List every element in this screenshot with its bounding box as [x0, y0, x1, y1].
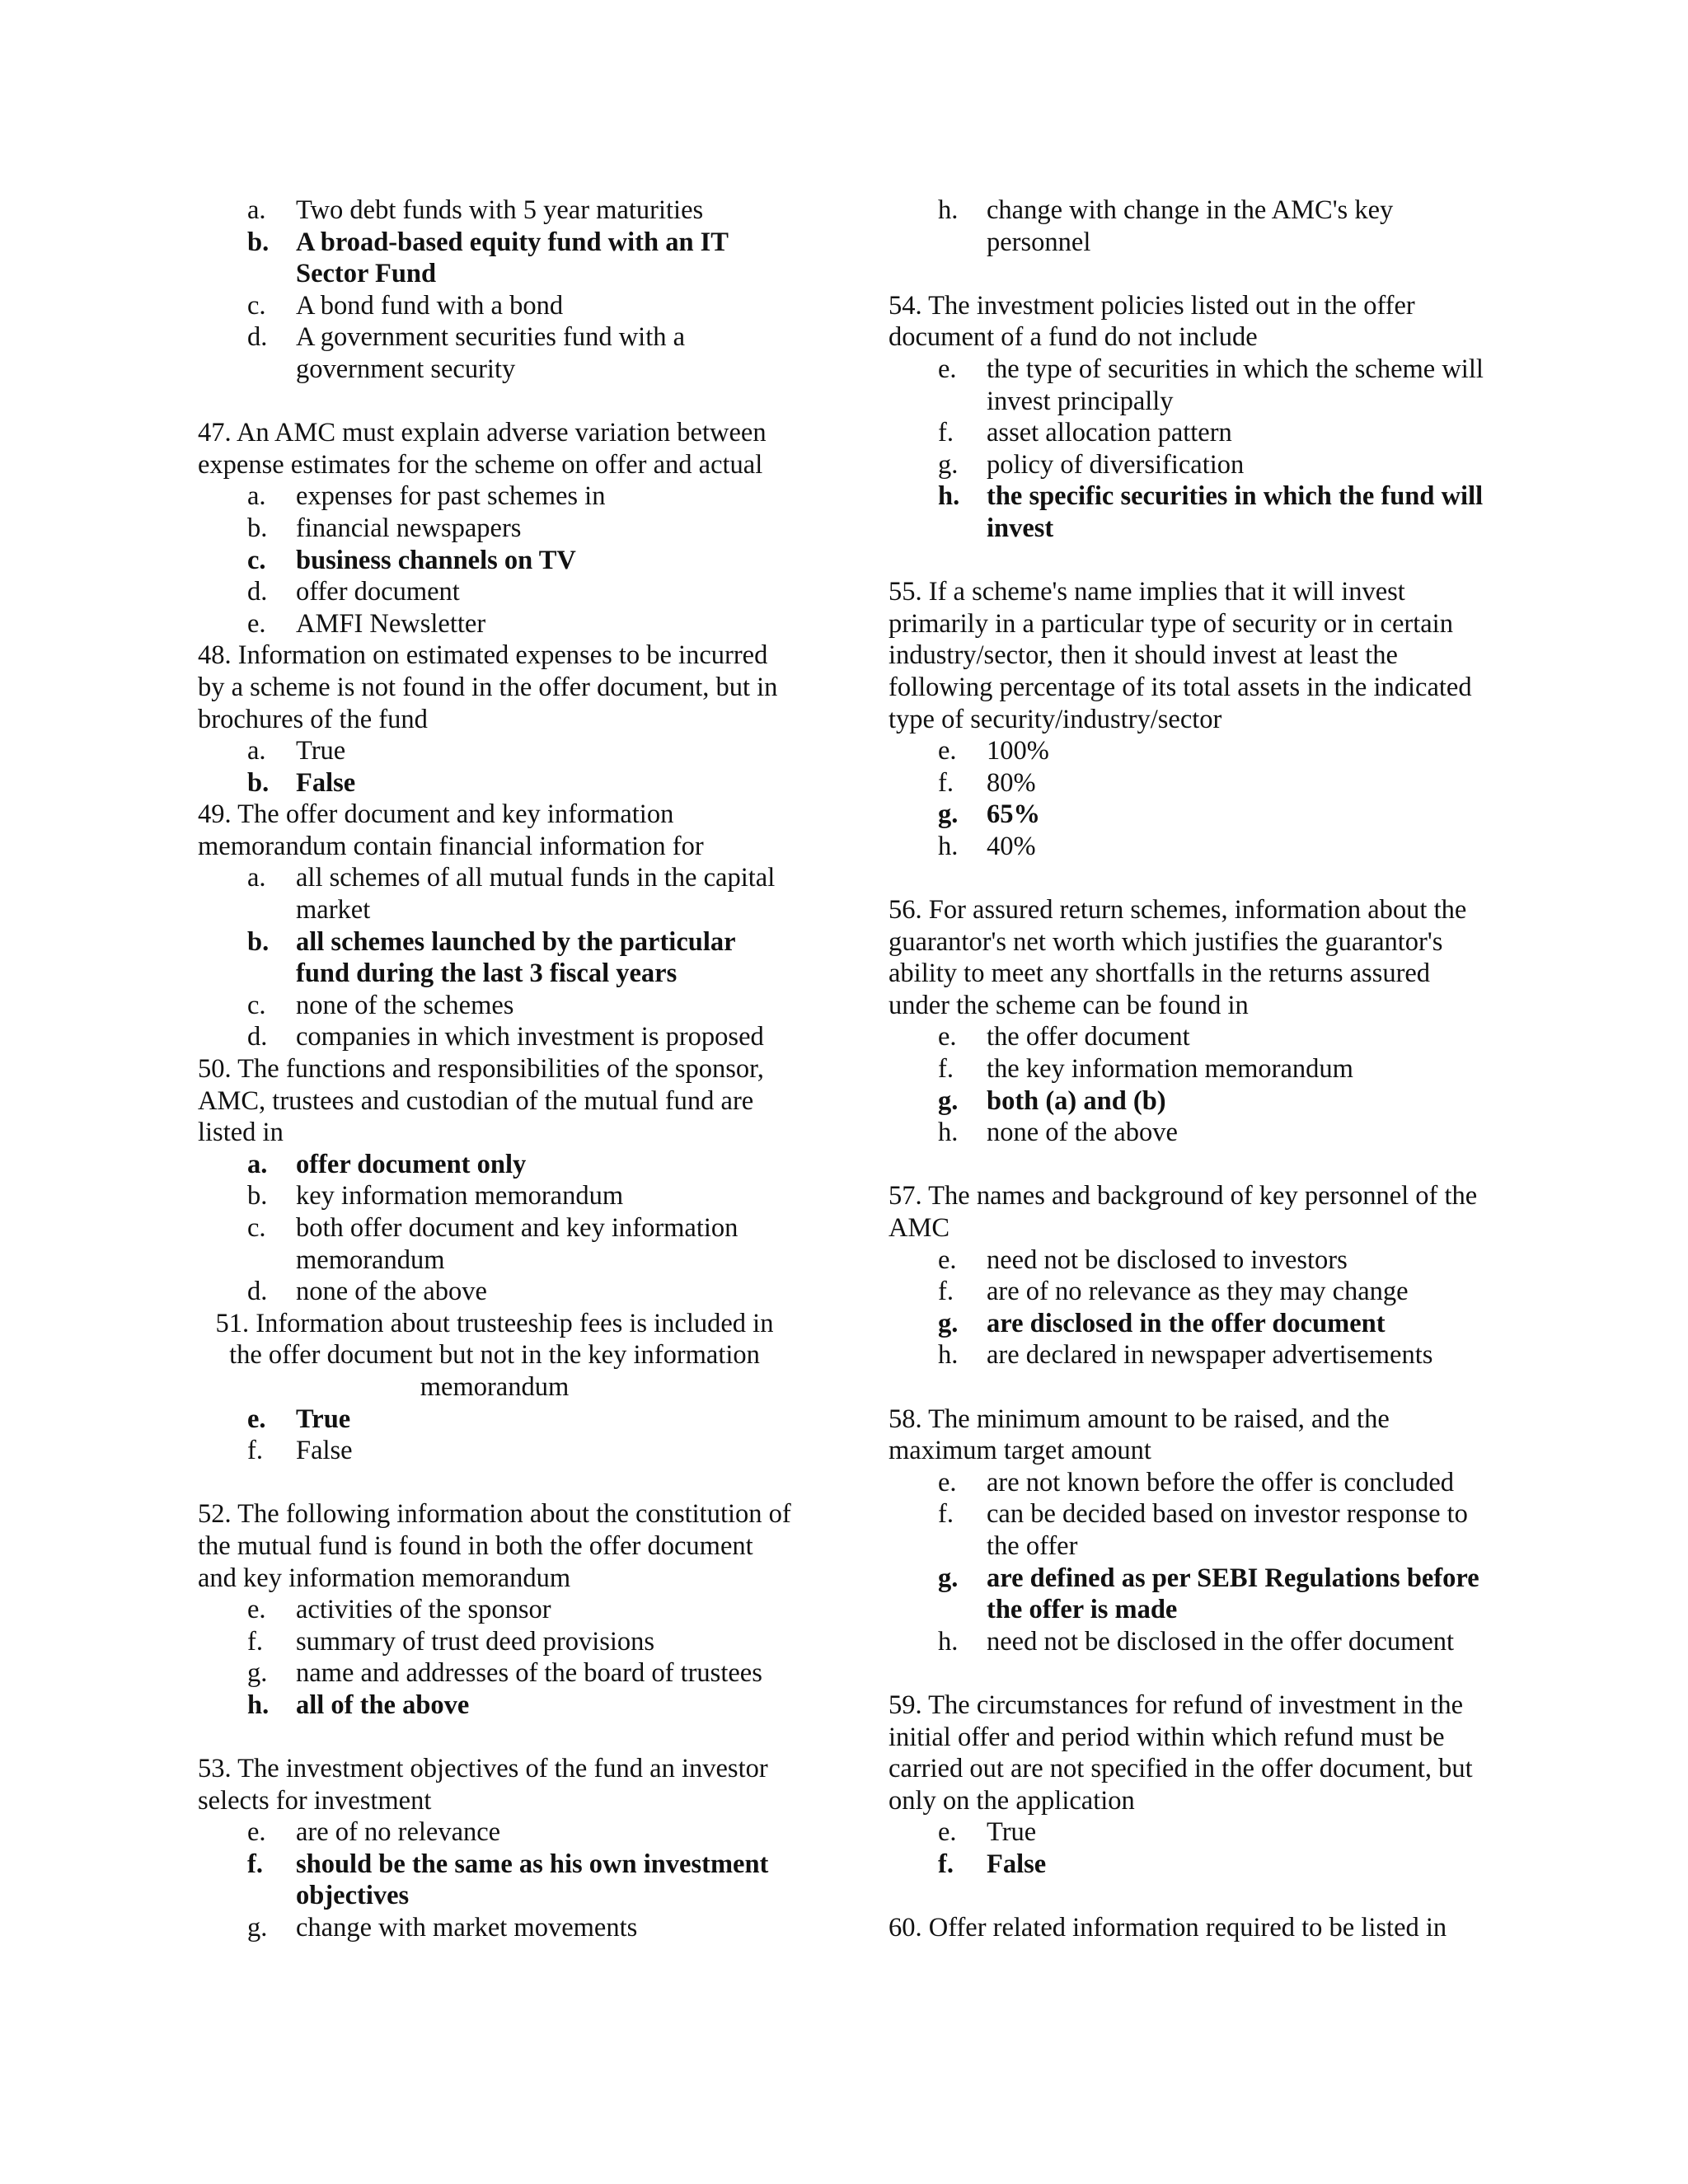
- option-text: can be decided based on investor response to the offer: [987, 1499, 1468, 1561]
- option-indent: [198, 767, 247, 799]
- question-block: [198, 1498, 791, 1721]
- answer-option: [198, 1021, 791, 1053]
- option-text: the offer document: [987, 1022, 1190, 1052]
- option-text: none of the above: [987, 1118, 1178, 1148]
- answer-option: [198, 1276, 791, 1308]
- answer-option: [198, 1212, 791, 1276]
- option-letter: g.: [247, 1913, 268, 1943]
- option-letter: f.: [938, 1499, 954, 1530]
- answer-option-correct: [198, 926, 791, 990]
- option-text: summary of trust deed provisions: [296, 1626, 655, 1657]
- question-block: [889, 894, 1490, 1149]
- answer-option: [198, 735, 791, 767]
- option-letter: a.: [247, 863, 266, 893]
- option-indent: [198, 926, 247, 990]
- option-text: both (a) and (b): [987, 1085, 1166, 1116]
- option-indent: [889, 735, 938, 767]
- option-letter: e.: [938, 1244, 957, 1275]
- option-letter: h.: [938, 1340, 959, 1371]
- option-letter: b.: [247, 227, 270, 257]
- answer-option: [889, 1498, 1490, 1562]
- option-list: [198, 1404, 791, 1467]
- option-text: AMFI Newsletter: [296, 608, 486, 639]
- option-text: False: [987, 1849, 1047, 1879]
- answer-option: [198, 576, 791, 608]
- option-letter: h.: [938, 481, 960, 512]
- answer-option: [198, 608, 791, 640]
- option-indent: [889, 1276, 938, 1308]
- option-letter: f.: [938, 418, 954, 448]
- option-list: [198, 1149, 791, 1308]
- option-text: offer document: [296, 577, 460, 607]
- option-list: [198, 194, 791, 386]
- option-indent: [889, 449, 938, 481]
- option-text: 80%: [987, 767, 1036, 798]
- option-text: all schemes launched by the particular fund during the last 3 fiscal years: [296, 926, 735, 989]
- option-letter: c.: [247, 290, 266, 321]
- answer-option: [198, 1626, 791, 1658]
- answer-option: [889, 1467, 1490, 1499]
- answer-option-correct: [889, 480, 1490, 544]
- option-letter: h.: [247, 1690, 270, 1720]
- option-letter: c.: [247, 545, 266, 575]
- option-letter: f.: [938, 1277, 954, 1307]
- option-text: the key information memorandum: [987, 1054, 1353, 1085]
- option-text: are disclosed in the offer document: [987, 1308, 1386, 1338]
- option-letter: g.: [938, 799, 959, 830]
- option-indent: [198, 321, 247, 385]
- option-indent: [889, 194, 938, 258]
- option-indent: [198, 1149, 247, 1181]
- answer-option: [889, 735, 1490, 767]
- option-indent: [198, 1212, 247, 1276]
- option-text: business channels on TV: [296, 545, 576, 575]
- option-indent: [198, 480, 247, 513]
- option-text: 40%: [987, 831, 1036, 861]
- option-indent: [889, 1021, 938, 1053]
- answer-option: [198, 321, 791, 385]
- option-list: [889, 1816, 1490, 1880]
- option-text: A bond fund with a bond: [296, 290, 564, 321]
- question-text: 56. For assured return schemes, information about the guarantor's net worth which justifies the guarantor's ability to meet any shortfalls in the returns assured under the scheme can be found in: [889, 895, 1467, 1020]
- option-indent: [198, 990, 247, 1022]
- option-indent: [889, 1308, 938, 1340]
- option-letter: b.: [247, 926, 270, 957]
- option-letter: f.: [247, 1436, 263, 1466]
- answer-option: [889, 1053, 1490, 1085]
- question-block: [198, 799, 791, 1053]
- question-text: 52. The following information about the constitution of the mutual fund is found in both the offer document and key information memorandum: [198, 1499, 791, 1593]
- option-letter: f.: [938, 1849, 954, 1879]
- option-letter: e.: [938, 736, 957, 766]
- question-text: 57. The names and background of key personnel of the AMC: [889, 1181, 1478, 1243]
- option-indent: [198, 1912, 247, 1944]
- option-text: key information memorandum: [296, 1181, 624, 1212]
- option-indent: [198, 194, 247, 227]
- answer-option: [198, 1180, 791, 1212]
- answer-option-correct: [198, 1690, 791, 1722]
- option-letter: g.: [938, 449, 959, 480]
- option-indent: [198, 1180, 247, 1212]
- option-list: [198, 1816, 791, 1943]
- option-indent: [889, 831, 938, 863]
- option-indent: [198, 1276, 247, 1308]
- option-letter: d.: [247, 1022, 268, 1052]
- option-indent: [198, 1594, 247, 1626]
- answer-option: [889, 449, 1490, 481]
- option-indent: [198, 1657, 247, 1690]
- option-text: none of the schemes: [296, 990, 514, 1020]
- question-text: 54. The investment policies listed out in the offer document of a fund do not include: [889, 290, 1415, 353]
- option-letter: g.: [938, 1563, 959, 1593]
- question-block: [198, 1053, 791, 1308]
- option-letter: a.: [247, 481, 266, 512]
- option-text: change with market movements: [296, 1913, 638, 1943]
- question-text: 51. Information about trusteeship fees is included in the offer document but not in the key information memorandum: [215, 1308, 774, 1402]
- option-letter: f.: [938, 767, 954, 798]
- option-indent: [198, 576, 247, 608]
- option-text: change with change in the AMC's key personnel: [987, 195, 1394, 257]
- option-letter: d.: [247, 577, 268, 607]
- option-text: False: [296, 767, 356, 798]
- answer-option: [889, 1117, 1490, 1149]
- option-letter: e.: [247, 1595, 266, 1625]
- option-letter: g.: [938, 1085, 959, 1116]
- question-text: 58. The minimum amount to be raised, and the maximum target amount: [889, 1404, 1390, 1466]
- option-text: offer document only: [296, 1149, 527, 1179]
- question-block: [889, 1690, 1490, 1881]
- option-text: need not be disclosed to investors: [987, 1244, 1348, 1275]
- option-indent: [889, 480, 938, 544]
- question-block: [198, 640, 791, 799]
- question-text: 59. The circumstances for refund of investment in the initial offer and period within which refund must be carried out are not specified in the offer document, but only on the application: [889, 1690, 1473, 1816]
- option-letter: h.: [938, 1626, 959, 1657]
- option-letter: d.: [247, 322, 268, 353]
- answer-option-correct: [198, 545, 791, 577]
- answer-option: [889, 1021, 1490, 1053]
- option-letter: e.: [938, 354, 957, 384]
- option-list: [889, 1021, 1490, 1148]
- answer-option-correct: [198, 227, 791, 290]
- option-text: A broad-based equity fund with an IT Sector Fund: [296, 227, 729, 289]
- answer-option-correct: [889, 799, 1490, 831]
- option-indent: [889, 1849, 938, 1881]
- option-indent: [198, 1435, 247, 1467]
- option-indent: [889, 1626, 938, 1658]
- option-text: all schemes of all mutual funds in the capital market: [296, 863, 776, 926]
- option-text: the type of securities in which the scheme will invest principally: [987, 354, 1484, 416]
- option-list: [889, 1467, 1490, 1658]
- answer-option: [198, 862, 791, 926]
- option-text: expenses for past schemes in: [296, 481, 606, 512]
- option-indent: [889, 1563, 938, 1626]
- option-letter: a.: [247, 195, 266, 225]
- question-text: 50. The functions and responsibilities of the sponsor, AMC, trustees and custodian of the mutual fund are listed in: [198, 1054, 764, 1148]
- answer-option: [198, 990, 791, 1022]
- option-letter: d.: [247, 1277, 268, 1307]
- answer-option: [889, 1276, 1490, 1308]
- question-block: [198, 194, 791, 386]
- option-indent: [889, 1244, 938, 1277]
- option-indent: [198, 608, 247, 640]
- option-letter: c.: [247, 1213, 266, 1243]
- option-text: financial newspapers: [296, 513, 522, 543]
- option-indent: [198, 545, 247, 577]
- question-text: 48. Information on estimated expenses to be incurred by a scheme is not found in the offer document, but in brochures of the fund: [198, 640, 778, 734]
- option-indent: [889, 1085, 938, 1118]
- option-letter: h.: [938, 1118, 959, 1148]
- answer-option: [198, 194, 791, 227]
- answer-option: [198, 1816, 791, 1849]
- option-letter: f.: [247, 1849, 263, 1879]
- left-column: [198, 194, 791, 1944]
- answer-option-correct: [198, 1404, 791, 1436]
- question-block: [889, 1180, 1490, 1371]
- option-letter: e.: [247, 1817, 266, 1848]
- option-letter: e.: [938, 1467, 957, 1497]
- option-text: True: [987, 1817, 1037, 1848]
- option-letter: a.: [247, 736, 266, 766]
- answer-option: [889, 831, 1490, 863]
- answer-option: [889, 1626, 1490, 1658]
- answer-option: [889, 1339, 1490, 1371]
- answer-option: [198, 513, 791, 545]
- option-list: [889, 735, 1490, 862]
- option-text: asset allocation pattern: [987, 418, 1232, 448]
- answer-option: [889, 354, 1490, 417]
- option-indent: [198, 735, 247, 767]
- question-block: [889, 1912, 1490, 1944]
- question-block: [198, 1753, 791, 1944]
- option-indent: [198, 1690, 247, 1722]
- option-indent: [889, 1117, 938, 1149]
- option-text: policy of diversification: [987, 449, 1245, 480]
- option-indent: [198, 1404, 247, 1436]
- option-text: A government securities fund with a government security: [296, 322, 686, 384]
- option-text: the specific securities in which the fund will invest: [987, 481, 1484, 543]
- option-letter: h.: [938, 831, 959, 861]
- answer-option: [198, 480, 791, 513]
- option-indent: [889, 799, 938, 831]
- answer-option-correct: [889, 1085, 1490, 1118]
- option-indent: [889, 1816, 938, 1849]
- option-indent: [198, 1021, 247, 1053]
- option-text: 65%: [987, 799, 1040, 830]
- option-text: are of no relevance: [296, 1817, 501, 1848]
- option-indent: [889, 767, 938, 799]
- question-block: [889, 194, 1490, 258]
- option-letter: a.: [247, 1149, 268, 1179]
- option-text: 100%: [987, 736, 1049, 766]
- option-text: True: [296, 1404, 351, 1434]
- option-text: both offer document and key information memorandum: [296, 1213, 738, 1275]
- option-letter: b.: [247, 513, 268, 543]
- question-block: [889, 290, 1490, 545]
- option-text: Two debt funds with 5 year maturities: [296, 195, 704, 225]
- question-text: 47. An AMC must explain adverse variation between expense estimates for the scheme on offer and actual: [198, 418, 767, 480]
- answer-option: [198, 1657, 791, 1690]
- option-letter: c.: [247, 990, 266, 1020]
- option-indent: [198, 513, 247, 545]
- option-letter: f.: [247, 1626, 263, 1657]
- option-text: False: [296, 1436, 353, 1466]
- option-text: True: [296, 736, 346, 766]
- option-text: are declared in newspaper advertisements: [987, 1340, 1433, 1371]
- option-text: need not be disclosed in the offer document: [987, 1626, 1455, 1657]
- option-list: [198, 1594, 791, 1721]
- question-block: [889, 576, 1490, 862]
- option-letter: e.: [247, 1404, 266, 1434]
- option-indent: [198, 862, 247, 926]
- question-text: 53. The investment objectives of the fund an investor selects for investment: [198, 1754, 768, 1816]
- option-indent: [198, 1626, 247, 1658]
- option-list: [198, 862, 791, 1053]
- option-letter: g.: [938, 1308, 959, 1338]
- option-list: [889, 354, 1490, 545]
- answer-option: [889, 417, 1490, 449]
- question-text: 55. If a scheme's name implies that it will invest primarily in a particular type of security or in certain industry/sector, then it should invest at least the following percentage of its total assets in the indicated type of security/industry/sector: [889, 577, 1472, 734]
- option-letter: e.: [938, 1022, 957, 1052]
- option-indent: [889, 354, 938, 417]
- answer-option: [889, 767, 1490, 799]
- answer-option-correct: [889, 1563, 1490, 1626]
- answer-option: [198, 290, 791, 322]
- answer-option-correct: [198, 1149, 791, 1181]
- option-list: [889, 194, 1490, 258]
- option-indent: [889, 1339, 938, 1371]
- question-block: [198, 1308, 791, 1467]
- answer-option: [198, 1435, 791, 1467]
- option-text: are defined as per SEBI Regulations before the offer is made: [987, 1563, 1479, 1625]
- answer-option-correct: [889, 1849, 1490, 1881]
- option-text: name and addresses of the board of trustees: [296, 1658, 762, 1689]
- option-text: companies in which investment is proposed: [296, 1022, 764, 1052]
- right-column: [889, 194, 1490, 1944]
- option-indent: [198, 227, 247, 290]
- option-text: all of the above: [296, 1690, 470, 1720]
- option-list: [889, 1244, 1490, 1371]
- option-text: should be the same as his own investment objectives: [296, 1849, 769, 1911]
- option-letter: h.: [938, 195, 959, 225]
- answer-option: [198, 1594, 791, 1626]
- option-letter: g.: [247, 1658, 268, 1689]
- option-indent: [198, 290, 247, 322]
- answer-option: [889, 1244, 1490, 1277]
- option-list: [198, 480, 791, 640]
- option-letter: b.: [247, 1181, 268, 1212]
- option-indent: [889, 1053, 938, 1085]
- option-letter: e.: [247, 608, 266, 639]
- question-block: [198, 417, 791, 640]
- option-letter: f.: [938, 1054, 954, 1085]
- option-indent: [198, 1816, 247, 1849]
- option-text: are not known before the offer is concluded: [987, 1467, 1455, 1497]
- option-indent: [889, 1498, 938, 1562]
- answer-option: [889, 194, 1490, 258]
- answer-option-correct: [198, 767, 791, 799]
- option-text: are of no relevance as they may change: [987, 1277, 1409, 1307]
- answer-option: [889, 1816, 1490, 1849]
- question-text: 49. The offer document and key information memorandum contain financial information for: [198, 799, 704, 861]
- option-letter: b.: [247, 767, 270, 798]
- option-indent: [889, 417, 938, 449]
- option-indent: [198, 1849, 247, 1912]
- option-letter: e.: [938, 1817, 957, 1848]
- answer-option: [198, 1912, 791, 1944]
- question-block: [889, 1404, 1490, 1658]
- answer-option-correct: [198, 1849, 791, 1912]
- answer-option-correct: [889, 1308, 1490, 1340]
- option-text: none of the above: [296, 1277, 487, 1307]
- option-list: [198, 735, 791, 799]
- option-indent: [889, 1467, 938, 1499]
- option-text: activities of the sponsor: [296, 1595, 551, 1625]
- question-text: 60. Offer related information required to be listed in: [889, 1913, 1447, 1943]
